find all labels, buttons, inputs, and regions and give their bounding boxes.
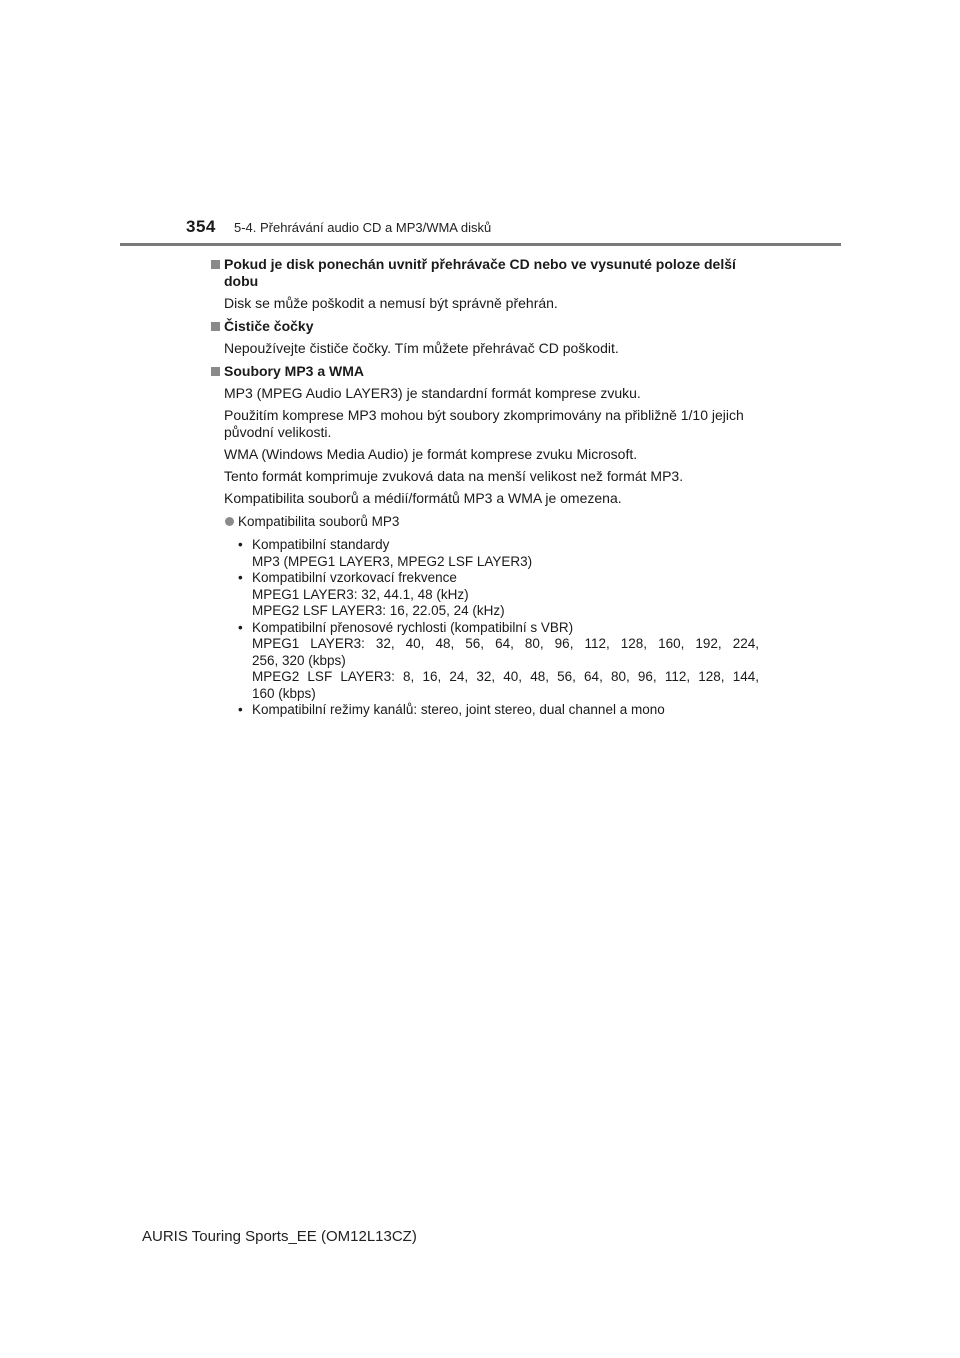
section-heading-lens: [211, 318, 759, 335]
list-item: [238, 702, 759, 719]
bullet-dot-icon: •: [238, 570, 243, 585]
page-content: [211, 256, 759, 719]
footer-model-code: AURIS Touring Sports_EE (OM12L13CZ): [142, 1228, 417, 1245]
section-heading-text: Pokud je disk ponechán uvnitř přehrávače CD nebo ve vysunuté poloze delší dobu: [224, 256, 736, 289]
bullet-line: MPEG2 LSF LAYER3: 16, 22.05, 24 (kHz): [252, 603, 505, 618]
list-item: [238, 537, 759, 570]
sub-heading-text: Kompatibilita souborů MP3: [238, 514, 400, 529]
paragraph: Disk se může poškodit a nemusí být správně přehrán.: [224, 295, 558, 311]
bullet-dot-icon: •: [238, 619, 243, 635]
sub-heading-mp3: [211, 513, 759, 530]
bullet-line: 160 (kbps): [252, 685, 316, 701]
running-head: 5-4. Přehrávání audio CD a MP3/WMA disků: [234, 220, 492, 235]
bullet-line: MP3 (MPEG1 LAYER3, MPEG2 LSF LAYER3): [252, 553, 533, 569]
bullet-line: MPEG2 LSF LAYER3: 8, 16, 24, 32, 40, 48, 56, 64, 80, 96, 112, 128, 144,: [252, 669, 759, 684]
list-item: [238, 570, 759, 620]
section-heading-files: [211, 363, 759, 380]
bullet-title: Kompatibilní standardy: [252, 537, 390, 552]
bullet-title: Kompatibilní přenosové rychlosti (kompatibilní s VBR): [252, 619, 574, 635]
square-bullet-icon: [211, 322, 220, 331]
header-rule: [120, 243, 841, 246]
circle-bullet-icon: [225, 517, 234, 526]
paragraph: Kompatibilita souborů a médií/formátů MP3 a WMA je omezena.: [224, 490, 622, 506]
paragraph: Použitím komprese MP3 mohou být soubory zkomprimovány na přibližně 1/10 jejich původní velikosti.: [224, 407, 744, 440]
section-heading-text: Soubory MP3 a WMA: [224, 363, 365, 379]
paragraph: Nepoužívejte čističe čočky. Tím můžete přehrávač CD poškodit.: [224, 340, 619, 356]
bullet-line: MPEG1 LAYER3: 32, 44.1, 48 (kHz): [252, 586, 469, 602]
page-number: 354: [186, 217, 216, 236]
paragraph: WMA (Windows Media Audio) je formát komprese zvuku Microsoft.: [224, 446, 638, 462]
bullet-title: Kompatibilní režimy kanálů: stereo, joint stereo, dual channel a mono: [252, 702, 665, 717]
bullet-dot-icon: •: [238, 537, 243, 552]
section-heading-disk: [211, 256, 759, 290]
bullet-list: [211, 537, 759, 719]
bullet-dot-icon: •: [238, 702, 243, 717]
square-bullet-icon: [211, 367, 220, 376]
square-bullet-icon: [211, 260, 220, 269]
bullet-line: MPEG1 LAYER3: 32, 40, 48, 56, 64, 80, 96, 112, 128, 160, 192, 224,: [252, 636, 759, 651]
bullet-line: 256, 320 (kbps): [252, 652, 346, 668]
paragraph: Tento formát komprimuje zvuková data na menší velikost než formát MP3.: [224, 468, 684, 484]
list-item: [238, 620, 759, 703]
section-heading-text: Čističe čočky: [224, 318, 314, 334]
paragraph: MP3 (MPEG Audio LAYER3) je standardní formát komprese zvuku.: [224, 385, 641, 401]
bullet-title: Kompatibilní vzorkovací frekvence: [252, 570, 457, 585]
